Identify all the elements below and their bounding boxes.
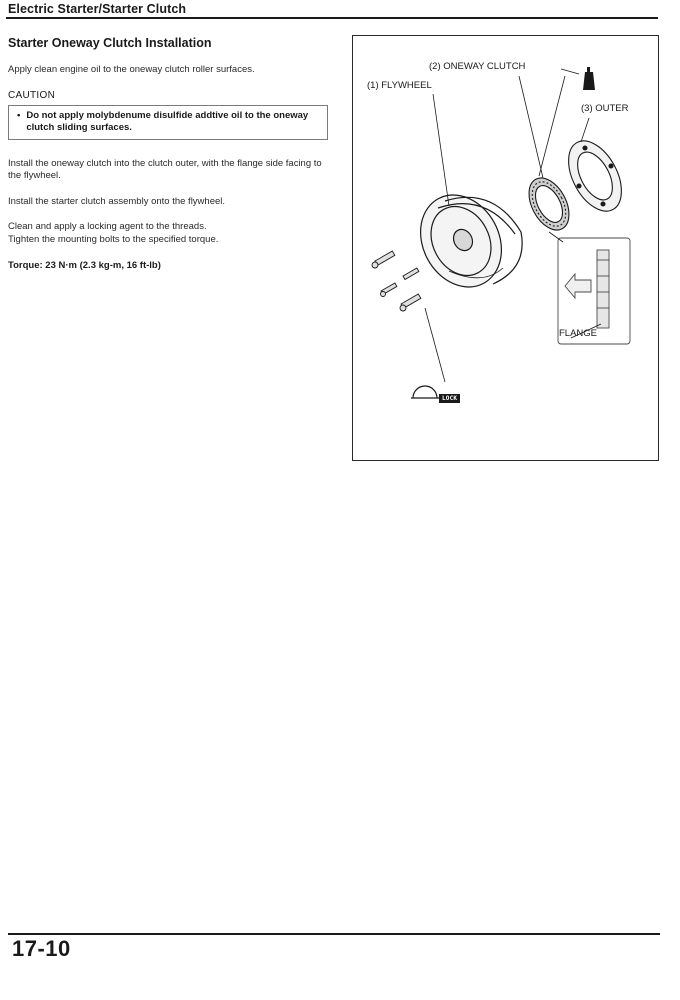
step-install-oneway: Install the oneway clutch into the clutch outer, with the flange side facing to the flywheel. (8, 157, 322, 181)
torque-spec (8, 260, 328, 271)
step-install-assembly: Install the starter clutch assembly onto the flywheel. (8, 195, 226, 207)
exploded-view-figure (352, 35, 659, 461)
oil-can-icon (583, 67, 595, 90)
step-locking-agent-line2: Tighten the mounting bolts to the specified torque. (8, 233, 219, 245)
caution-bullet: • (17, 109, 21, 121)
section-title: Starter Oneway Clutch Installation (8, 36, 212, 50)
caution-label: CAUTION (8, 89, 56, 101)
label-oneway-clutch: (2) ONEWAY CLUTCH (429, 61, 526, 72)
intro-paragraph: Apply clean engine oil to the oneway clutch roller surfaces. (8, 64, 255, 75)
torque-value: 23 N·m (2.3 kg-m, 16 ft-lb) (45, 260, 161, 271)
clutch-outer-drawing (558, 132, 633, 220)
step-locking-agent (8, 221, 328, 246)
label-outer: (3) OUTER (581, 103, 629, 114)
flywheel-drawing (405, 181, 522, 301)
footer-divider (8, 933, 660, 935)
header-divider (6, 17, 658, 19)
step-locking-agent-line1: Clean and apply a locking agent to the threads. (8, 221, 207, 232)
torque-label: Torque: (8, 260, 43, 271)
label-flywheel: (1) FLYWHEEL (367, 80, 432, 91)
page-header-title: Electric Starter/Starter Clutch (8, 2, 187, 16)
oneway-clutch-drawing (521, 171, 577, 236)
lock-badge: LOCK (439, 394, 460, 403)
page-number: 17-10 (12, 936, 71, 961)
caution-box (8, 105, 328, 140)
label-flange: FLANGE (559, 328, 598, 339)
instruction-column (8, 36, 328, 271)
caution-text: Do not apply molybdenume disulfide addtive oil to the oneway clutch sliding surfaces. (26, 109, 309, 133)
mounting-bolts-drawing (372, 251, 421, 311)
exploded-view-drawing (353, 36, 658, 460)
